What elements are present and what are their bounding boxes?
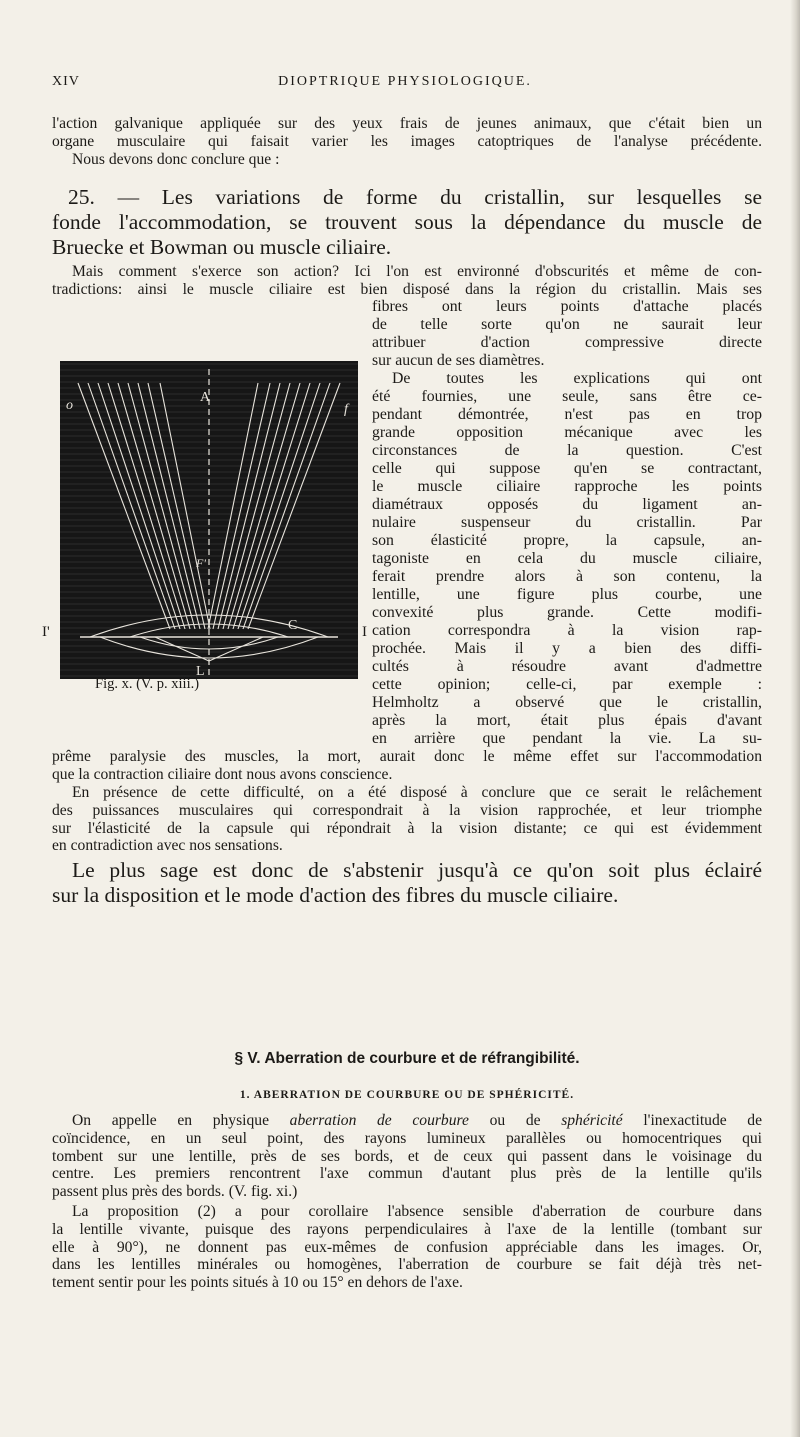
text-line: tagoniste en cela du muscle ciliaire, xyxy=(372,550,762,567)
text-line: En présence de cette difficulté, on a été disposé à conclure que ce serait le relâchement xyxy=(72,784,762,801)
text-line: celle qui suppose qu'en se contractant, xyxy=(372,460,762,477)
figure-label-a: A xyxy=(200,390,211,405)
figure-label-f: f xyxy=(344,402,348,417)
text-line: Bruecke et Bowman ou muscle ciliaire. xyxy=(52,235,392,259)
text-line: grande opposition mécanique avec les xyxy=(372,424,762,441)
text-line: elle à 90°), ne donnent pas eux-mêmes de confusion appréciable dans les images. Or, xyxy=(52,1238,762,1256)
text-line: Le plus sage est donc de s'abstenir jusqu'à ce qu'on soit plus éclairé xyxy=(72,858,762,882)
text-line: cation correspondra à la vision rap- xyxy=(372,622,762,639)
text-line: été fournies, une seule, sans être ce- xyxy=(372,388,762,405)
text-segment: l'inexactitude de xyxy=(622,1112,763,1129)
text-line: circonstances de la question. C'est xyxy=(372,442,762,459)
text-line: tombent sur une lentille, près de ses bords, et de ceux qui passent dans le voisinage du xyxy=(52,1147,762,1165)
figure-label-c: C xyxy=(288,618,298,633)
text-segment: ou de xyxy=(468,1112,562,1129)
text-line xyxy=(52,1112,762,1130)
text-line: prême paralysie des muscles, la mort, aurait donc le même effet sur l'accommodation xyxy=(52,748,762,765)
term-aberration-de-courbure: aberration de courbure xyxy=(289,1112,469,1129)
figure-label-i: I xyxy=(362,624,367,640)
figure-label-l: L xyxy=(196,664,205,679)
text-line: attribuer d'action compressive directe xyxy=(372,334,762,351)
proposition-25-heading xyxy=(52,185,762,260)
text-line: organe musculaire qui faisait varier les images catoptriques de l'analyse précédente. xyxy=(52,132,762,150)
text-line: 25. — Les variations de forme du cristallin, sur lesquelles se xyxy=(68,185,762,209)
text-line: sur la disposition et le mode d'action des fibres du muscle ciliaire. xyxy=(52,883,619,907)
text-line: fibres ont leurs points d'attache placés xyxy=(372,298,762,315)
text-line: passent plus près des bords. (V. fig. xi.) xyxy=(52,1183,298,1201)
paragraph-paralysis xyxy=(52,748,762,784)
paragraph-aberration-definition xyxy=(52,1112,762,1201)
text-line: ferait prendre alors à son contenu, la xyxy=(372,568,762,585)
text-line: après la mort, était plus épais d'avant xyxy=(372,712,762,729)
text-line: tement sentir pour les points situés à 10 ou 15° en dehors de l'axe. xyxy=(52,1274,463,1292)
text-line: Nous devons donc conclure que : xyxy=(72,150,280,168)
text-line: coïncidence, en un seul point, des rayons lumineux parallèles ou homocentriques qui xyxy=(52,1129,762,1147)
text-line: tradictions: ainsi le muscle ciliaire est bien disposé dans la région du cristallin. Mais ses xyxy=(52,280,762,298)
text-line: diamétraux opposés du ligament an- xyxy=(372,496,762,513)
paragraph-difficulty xyxy=(52,784,762,855)
text-line: cultés à résoudre avant d'admettre xyxy=(372,658,762,675)
subsection-title: 1. ABERRATION DE COURBURE OU DE SPHÉRICITÉ. xyxy=(239,1089,575,1101)
running-header xyxy=(52,74,758,94)
figure-crystalline-lens xyxy=(60,361,358,679)
intro-paragraph xyxy=(52,115,762,168)
paragraph-proposition-2 xyxy=(52,1203,762,1292)
text-segment: On appelle en physique xyxy=(72,1112,290,1129)
text-line: lentille, une figure plus courbe, une xyxy=(372,586,762,603)
text-line: Helmholtz a observé que le cristallin, xyxy=(372,694,762,711)
text-line: sur aucun de ses diamètres. xyxy=(372,352,545,369)
right-column-text xyxy=(372,298,762,748)
text-line: de telle sorte qu'on ne saurait leur xyxy=(372,316,762,333)
page-edge xyxy=(790,0,800,1437)
text-line: que la contraction ciliaire dont nous avons conscience. xyxy=(52,765,393,783)
text-line: la lentille vivante, puisque des rayons perpendiculaires à l'axe de la lentille (tombant sur xyxy=(52,1220,762,1238)
text-line: centre. Les premiers rencontrent l'axe commun d'autant plus près de la lentille qu'ils xyxy=(52,1165,762,1183)
running-title: DIOPTRIQUE PHYSIOLOGIQUE. xyxy=(278,74,532,89)
text-line: convexité plus grande. Cette modifi- xyxy=(372,604,762,621)
section-title: § V. Aberration de courbure et de réfrangibilité. xyxy=(234,1050,580,1067)
conclusion-paragraph xyxy=(52,858,762,908)
text-line: pendant démontrée, n'est pas en trop xyxy=(372,406,762,423)
figure-label-i-prime: I' xyxy=(42,624,50,640)
figure-caption: Fig. x. (V. p. xiii.) xyxy=(95,676,200,692)
page-number: XIV xyxy=(52,74,80,89)
text-line: en contradiction avec nos sensations. xyxy=(52,837,283,855)
text-line: en arrière que pendant la vie. La su- xyxy=(372,730,762,747)
text-line: prochée. Mais il y a bien des diffi- xyxy=(372,640,762,657)
text-line: fonde l'accommodation, se trouvent sous la dépendance du muscle de xyxy=(52,210,762,234)
text-line: De toutes les explications qui ont xyxy=(392,370,762,387)
text-line: nulaire suspenseur du cristallin. Par xyxy=(372,514,762,531)
text-line: dans les lentilles minérales ou homogènes, l'aberration de courbure se fait déjà très net- xyxy=(52,1256,762,1274)
text-line: son élasticité propre, la capsule, an- xyxy=(372,532,762,549)
text-line: le muscle ciliaire rapproche les points xyxy=(372,478,762,495)
paragraph-ciliary-action xyxy=(52,263,762,299)
figure-label-o: o xyxy=(66,398,73,413)
term-sphericite: sphéricité xyxy=(561,1112,623,1129)
text-line: des puissances musculaires qui correspondrait à la vision rapprochée, et leur triomphe xyxy=(52,801,762,819)
text-line: La proposition (2) a pour corollaire l'absence sensible d'aberration de courbure dans xyxy=(72,1203,762,1220)
text-line: Mais comment s'exerce son action? Ici l'on est environné d'obscurités et même de con- xyxy=(72,263,762,280)
figure-label-f-prime: F' xyxy=(196,556,206,570)
text-line: sur l'élasticité de la capsule qui répondrait à la vision distante; ce qui est évidemment xyxy=(52,819,762,837)
text-line: cette opinion; celle-ci, par exemple : xyxy=(372,676,762,693)
text-line: l'action galvanique appliquée sur des yeux frais de jeunes animaux, que c'était bien un xyxy=(52,115,762,132)
